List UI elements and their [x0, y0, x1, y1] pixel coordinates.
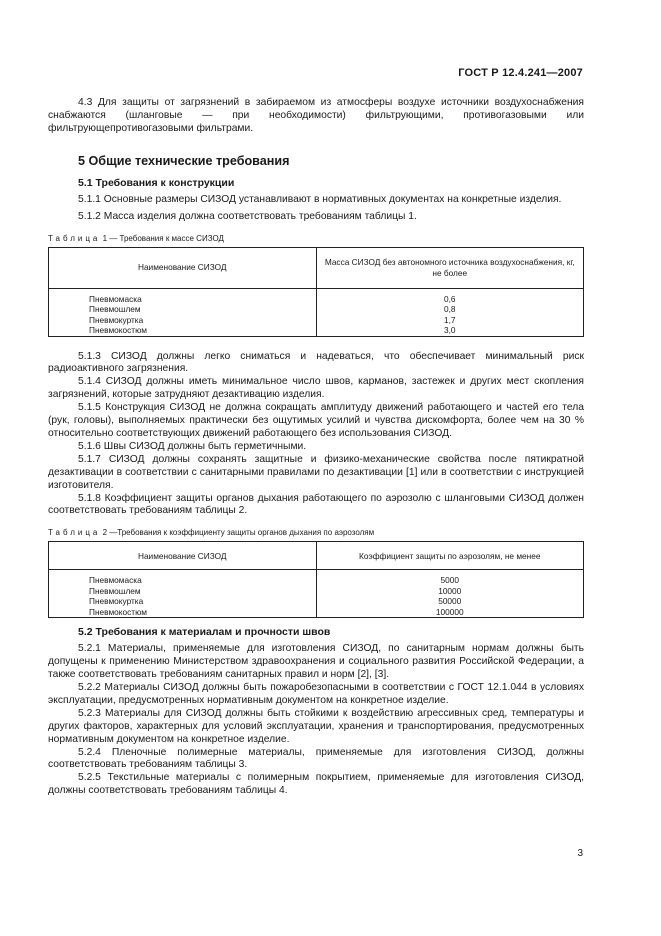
table-1-cell-value: 0,6 [316, 288, 584, 304]
paragraph-5-2-3: 5.2.3 Материалы для СИЗОД должны быть стойкими к воздействию агрессивных сред, температуры и других факторов, характерных для условий эксплуатации, хранения и транспортирования, предусмотренных нормативным документом на конкретное изделие. [48, 707, 584, 745]
paragraph-5-1-3: 5.1.3 СИЗОД должны легко сниматься и надеваться, что обеспечивает минимальный риск радиоактивного загрязнения. [48, 350, 584, 375]
paragraph-5-1-7: 5.1.7 СИЗОД должны сохранять защитные и физико-механические свойства после пятикратной дезактивации в соответствии с санитарными правилами по дезактивации [1] или в соответствии с инструкцией изготовителя. [48, 453, 584, 491]
paragraph-5-1-4: 5.1.4 СИЗОД должны иметь минимальное число швов, карманов, застежек и других мест скопления загрязнений, которые затрудняют дезактивацию изделия. [48, 376, 584, 401]
table-1-header-name: Наименование СИЗОД [49, 247, 317, 288]
table-row [49, 304, 584, 315]
table-2-label: Таблица [48, 528, 101, 538]
table-2-cell-name: Пневмокуртка [49, 596, 317, 607]
table-2-caption-text: 2 —Требования к коэффициенту защиты органов дыхания по аэрозолям [102, 528, 375, 538]
table-2-cell-name: Пневмошлем [49, 586, 317, 597]
section-5-title: 5 Общие технические требования [78, 153, 290, 168]
table-1-header-mass: Масса СИЗОД без автономного источника воздухоснабжения, кг, не более [316, 247, 584, 288]
table-1-caption-text: 1 — Требования к массе СИЗОД [102, 233, 224, 243]
table-1-cell-value: 3,0 [316, 325, 584, 336]
document-id-header: ГОСТ Р 12.4.241—2007 [458, 67, 583, 79]
table-2-cell-name: Пневмокостюм [49, 607, 317, 618]
table-1-cell-name: Пневмокуртка [49, 315, 317, 326]
table-1-cell-name: Пневмомаска [49, 288, 317, 304]
document-body [48, 97, 584, 798]
table-2 [48, 541, 584, 618]
table-1-cell-value: 0,8 [316, 304, 584, 315]
table-2-header-coefficient: Коэффициент защиты по аэрозолям, не менее [316, 542, 584, 570]
section-5-1-title: 5.1 Требования к конструкции [78, 176, 235, 189]
table-row [49, 570, 584, 586]
paragraph-5-1-8: 5.1.8 Коэффициент защиты органов дыхания работающего по аэрозолю с шланговыми СИЗОД должен соответствовать требованиям таблицы 2. [48, 492, 584, 517]
table-2-cell-value: 100000 [316, 607, 584, 618]
table-2-caption [48, 528, 584, 538]
paragraph-5-1-5: 5.1.5 Конструкция СИЗОД не должна сокращать амплитуду движений работающего и частей его тела (рук, головы), выполняемых практически без ощутимых усилий и чувства дискомфорта, более чем на 30 % относительно соответствующих движений работающего без использования СИЗОД. [48, 402, 584, 439]
paragraph-5-1-2: 5.1.2 Масса изделия должна соответствовать требованиям таблицы 1. [78, 210, 417, 222]
table-1-cell-value: 1,7 [316, 315, 584, 326]
table-row [49, 586, 584, 597]
paragraph-5-2-1: 5.2.1 Материалы, применяемые для изготовления СИЗОД, по санитарным нормам должны быть допущены к применению Министерством здравоохранения и социального развития Российской Федерации, а также соответствовать требованиям санитарных правил и норм [2], [3]. [48, 643, 584, 681]
table-1-caption [48, 234, 584, 244]
table-2-cell-value: 50000 [316, 596, 584, 607]
paragraph-4-3: 4.3 Для защиты от загрязнений в забираемом из атмосферы воздухе источники воздухоснабжения снабжаются (шланговые — при необходимости) фильтрующими, противогазовыми или фильтрующепротивогазовыми фильтрами. [48, 97, 584, 134]
table-2-cell-value: 10000 [316, 586, 584, 597]
paragraph-5-1-1: 5.1.1 Основные размеры СИЗОД устанавливают в нормативных документах на конкретные изделия. [78, 193, 562, 205]
table-1-cell-name: Пневмошлем [49, 304, 317, 315]
paragraph-5-1-6: 5.1.6 Швы СИЗОД должны быть герметичными. [78, 440, 307, 452]
table-1-label: Таблица [48, 233, 101, 243]
table-2-cell-name: Пневмомаска [49, 570, 317, 586]
paragraph-5-2-2: 5.2.2 Материалы СИЗОД должны быть пожаробезопасными в соответствии с ГОСТ 12.1.044 в условиях эксплуатации, предусмотренных нормативным документом на конкретное изделие. [48, 682, 584, 706]
page-number: 3 [577, 848, 583, 859]
table-row [49, 596, 584, 607]
table-row [49, 315, 584, 326]
paragraph-5-2-4: 5.2.4 Пленочные полимерные материалы, применяемые для изготовления СИЗОД, должны соответствовать требованиям таблицы 3. [48, 746, 584, 771]
table-1-cell-name: Пневмокостюм [49, 325, 317, 336]
table-2-cell-value: 5000 [316, 570, 584, 586]
table-row [49, 325, 584, 336]
section-5-2-title: 5.2 Требования к материалам и прочности швов [78, 626, 331, 639]
paragraph-5-2-5: 5.2.5 Текстильные материалы с полимерным покрытием, применяемые для изготовления СИЗОД, должны соответствовать требованиям таблицы 4. [48, 772, 584, 797]
table-row [49, 288, 584, 304]
table-row [49, 607, 584, 618]
table-2-header-name: Наименование СИЗОД [49, 542, 317, 570]
table-1 [48, 247, 584, 337]
